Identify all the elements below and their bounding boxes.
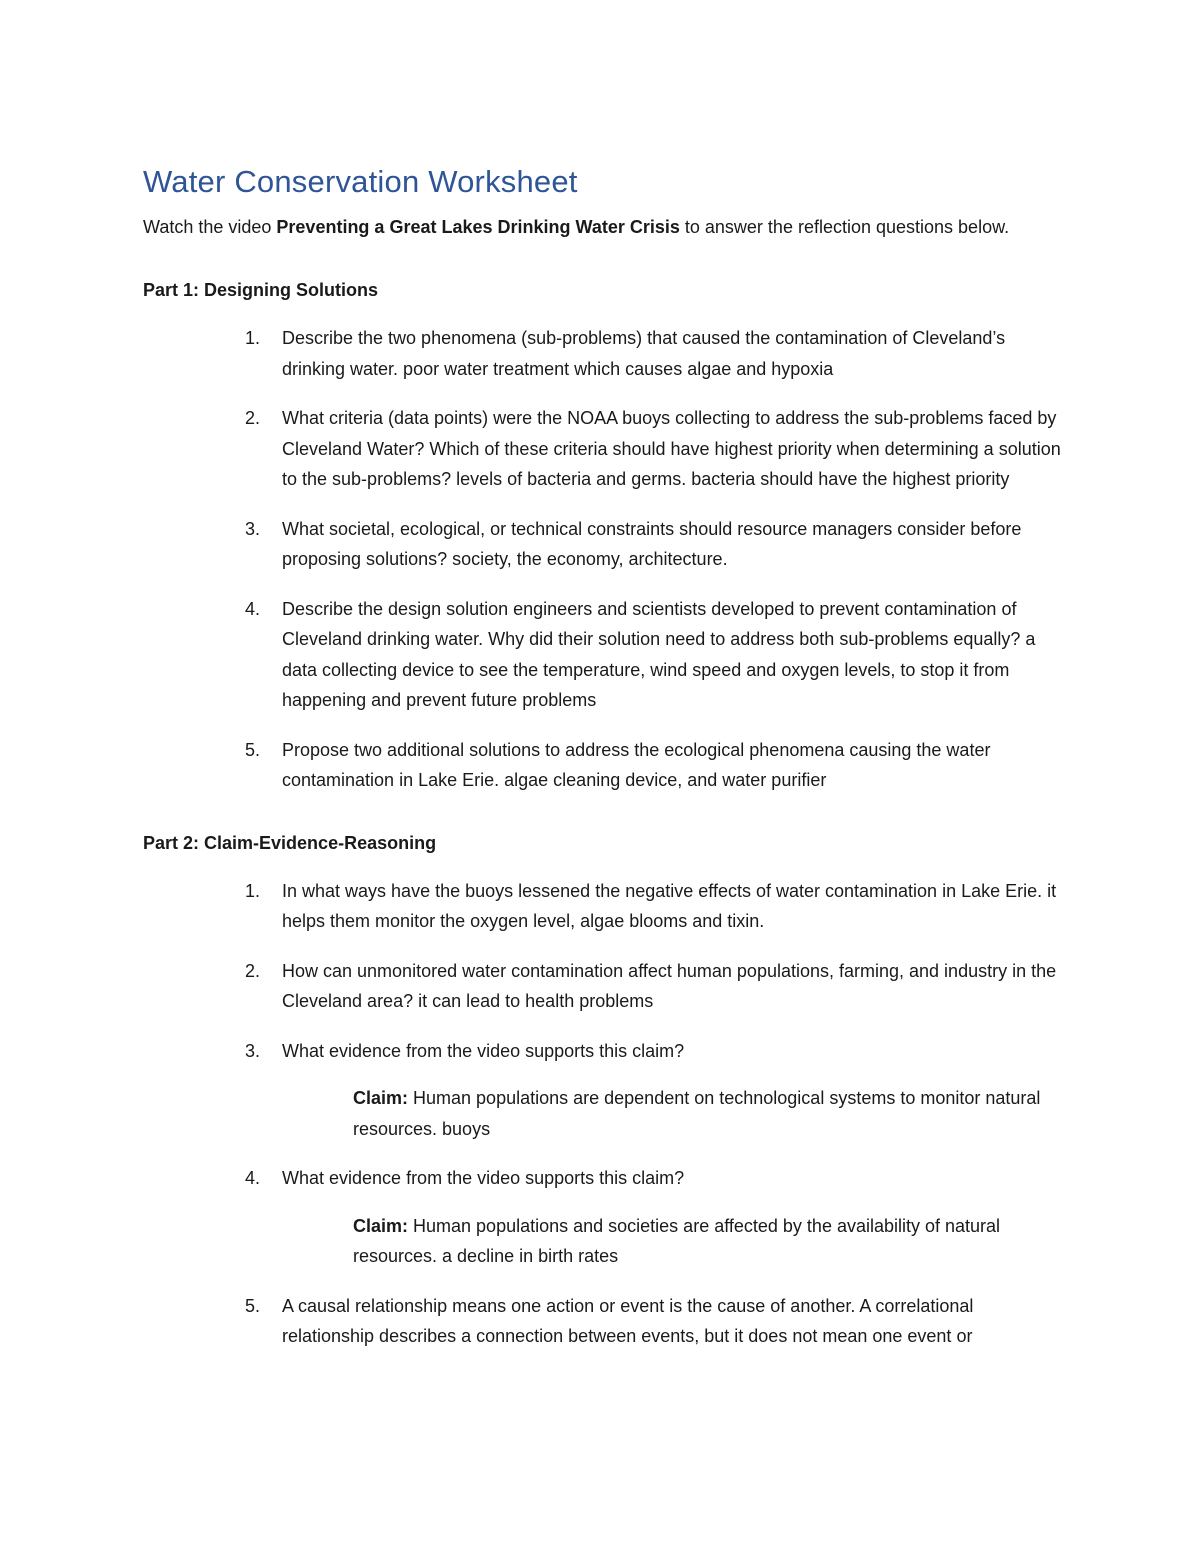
question-text: Describe the design solution engineers and scientists developed to prevent contamination of Cleveland drinking water. Why did their solution need to address both sub-problems equally? a data collecting device to see the temperature, wind speed and oxygen levels, to stop it from happening and prevent future problems [282, 598, 1036, 710]
claim-text: Human populations are dependent on technological systems to monitor natural resources. buoys [353, 1088, 1041, 1139]
question-number: 4. [245, 1168, 261, 1188]
list-item [143, 956, 1063, 1017]
question-number: 1. [245, 880, 261, 901]
list-item [143, 323, 1063, 384]
page-title: Water Conservation Worksheet [143, 164, 578, 199]
question-text: Propose two additional solutions to address the ecological phenomena causing the water contamination in Lake Erie. algae cleaning device, and water purifier [282, 739, 991, 790]
question-number: 4. [245, 598, 261, 619]
question-text: What evidence from the video supports this claim? [282, 1040, 685, 1061]
question-number: 5. [245, 1295, 261, 1316]
question-text: A causal relationship means one action or event is the cause of another. A correlational relationship describes a connection between events, but it does not mean one event or [282, 1295, 974, 1346]
question-number: 2. [245, 960, 261, 981]
list-item [143, 403, 1063, 495]
video-title: Preventing a Great Lakes Drinking Water Crisis [276, 217, 680, 237]
question-text: What evidence from the video supports this claim? [282, 1168, 685, 1188]
claim-block [353, 1083, 1063, 1144]
document-content [143, 160, 1063, 1371]
intro-suffix: to answer the reflection questions below. [679, 217, 1010, 237]
claim-block [353, 1211, 1063, 1272]
intro-prefix: Watch the video [143, 217, 277, 237]
question-text: What criteria (data points) were the NOAA buoys collecting to address the sub-problems faced by Cleveland Water? Which of these criteria should have highest priority when determining a solution to the sub-problems? levels of bacteria and germs. bacteria should have the highest priority [282, 408, 1061, 489]
question-text: Describe the two phenomena (sub-problems) that caused the contamination of Cleveland’s drinking water. poor water treatment which causes algae and hypoxia [282, 328, 1006, 379]
part2-heading: Part 2: Claim-Evidence-Reasoning [143, 832, 437, 853]
list-item [143, 594, 1063, 716]
list-item [143, 1163, 1063, 1272]
question-text: How can unmonitored water contamination affect human populations, farming, and industry in the Cleveland area? it can lead to health problems [282, 960, 1057, 1011]
claim-label: Claim: [353, 1088, 409, 1108]
question-text: In what ways have the buoys lessened the negative effects of water contamination in Lake Erie. it helps them monitor the oxygen level, algae blooms and tixin. [282, 880, 1057, 931]
intro-paragraph [143, 212, 1063, 243]
list-item [143, 876, 1063, 937]
question-number: 3. [245, 518, 261, 539]
question-text: What societal, ecological, or technical constraints should resource managers consider before proposing solutions? society, the economy, architecture. [282, 518, 1022, 569]
part1-heading: Part 1: Designing Solutions [143, 280, 379, 300]
claim-label: Claim: [353, 1215, 409, 1236]
part1-question-list [143, 323, 1063, 796]
question-number: 1. [245, 328, 261, 348]
question-number: 3. [245, 1040, 261, 1061]
list-item [143, 735, 1063, 796]
list-item [143, 1291, 1063, 1352]
question-number: 2. [245, 408, 261, 428]
list-item [143, 1036, 1063, 1145]
list-item [143, 514, 1063, 575]
question-number: 5. [245, 739, 261, 760]
part2-question-list [143, 876, 1063, 1352]
claim-text: Human populations and societies are affected by the availability of natural resources. a decline in birth rates [353, 1215, 1001, 1266]
